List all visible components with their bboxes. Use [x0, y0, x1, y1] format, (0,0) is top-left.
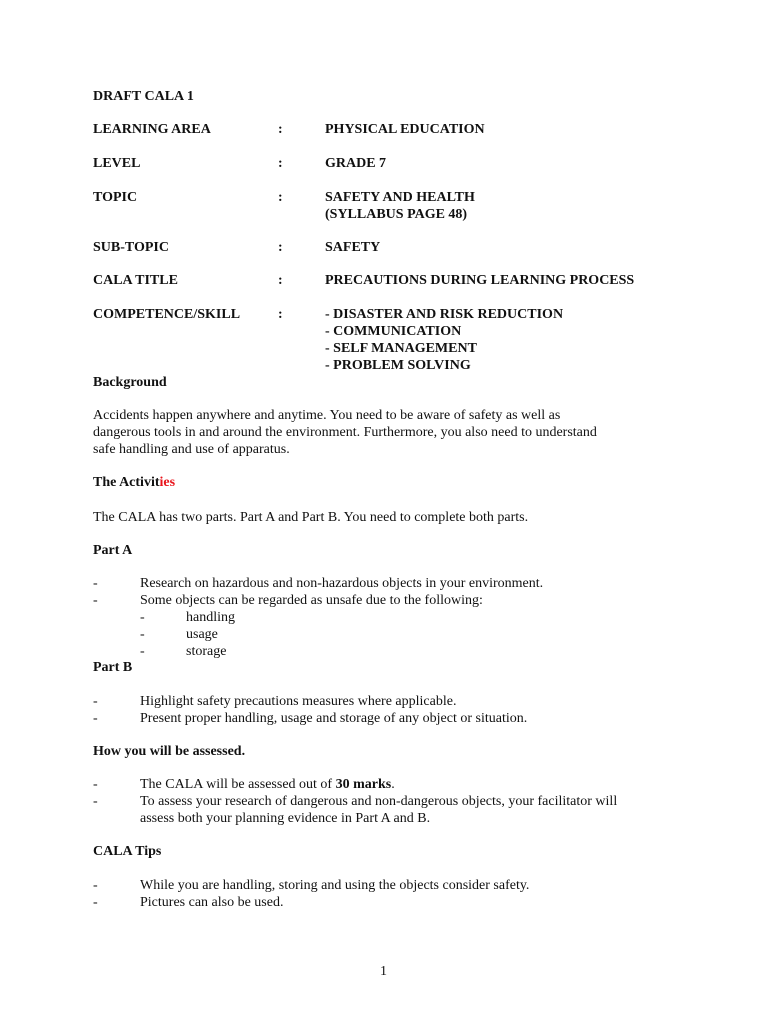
level-colon: :	[278, 156, 283, 171]
part-a-sub-bullet: handling	[186, 610, 235, 625]
competence-skill-colon: :	[278, 307, 283, 322]
bullet-dash: -	[93, 694, 98, 709]
background-heading: Background	[93, 375, 167, 390]
part-a-sub-bullet: storage	[186, 644, 227, 659]
topic-label: TOPIC	[93, 190, 138, 205]
competence-skill-item: - DISASTER AND RISK REDUCTION	[325, 307, 564, 322]
assessment-marks-suffix: .	[391, 777, 395, 792]
part-a-bullet: Research on hazardous and non-hazardous objects in your environment.	[140, 576, 544, 591]
sub-bullet-dash: -	[140, 644, 145, 659]
assessment-marks-value: 30 marks	[335, 777, 392, 792]
bullet-dash: -	[93, 878, 98, 893]
competence-skill-item: - SELF MANAGEMENT	[325, 341, 477, 356]
sub-topic-label: SUB-TOPIC	[93, 240, 169, 255]
bullet-dash: -	[93, 576, 98, 591]
bullet-dash: -	[93, 794, 98, 809]
topic-value-syllabus: (SYLLABUS PAGE 48)	[325, 207, 468, 222]
assessment-marks-prefix: The CALA will be assessed out of	[140, 777, 336, 792]
tips-heading: CALA Tips	[93, 844, 162, 859]
assessment-heading: How you will be assessed.	[93, 744, 246, 759]
tips-bullet: While you are handling, storing and using the objects consider safety.	[140, 878, 530, 893]
level-value: GRADE 7	[325, 156, 387, 171]
page-number: 1	[380, 964, 387, 979]
competence-skill-item: - COMMUNICATION	[325, 324, 462, 339]
activities-text: The CALA has two parts. Part A and Part B. You need to complete both parts.	[93, 510, 529, 525]
activities-heading-main: The Activit	[93, 475, 160, 490]
competence-skill-item: - PROBLEM SOLVING	[325, 358, 471, 373]
bullet-dash: -	[93, 895, 98, 910]
assessment-bullet-line: To assess your research of dangerous and non-dangerous objects, your facilitator will	[140, 794, 618, 809]
topic-value: SAFETY AND HEALTH	[325, 190, 475, 205]
sub-bullet-dash: -	[140, 610, 145, 625]
activities-heading-highlight: ies	[159, 475, 176, 490]
assessment-bullet-line: assess both your planning evidence in Part A and B.	[140, 811, 431, 826]
cala-title-value: PRECAUTIONS DURING LEARNING PROCESS	[325, 273, 635, 288]
part-b-bullet: Present proper handling, usage and storage of any object or situation.	[140, 711, 528, 726]
learning-area-label: LEARNING AREA	[93, 122, 211, 137]
part-a-sub-bullet: usage	[186, 627, 218, 642]
level-label: LEVEL	[93, 156, 141, 171]
bullet-dash: -	[93, 711, 98, 726]
part-a-bullet: Some objects can be regarded as unsafe due to the following:	[140, 593, 483, 608]
sub-bullet-dash: -	[140, 627, 145, 642]
bullet-dash: -	[93, 777, 98, 792]
learning-area-colon: :	[278, 122, 283, 137]
sub-topic-value: SAFETY	[325, 240, 381, 255]
background-text-line: safe handling and use of apparatus.	[93, 442, 290, 457]
background-text-line: dangerous tools in and around the environment. Furthermore, you also need to understand	[93, 425, 597, 440]
part-b-bullet: Highlight safety precautions measures where applicable.	[140, 694, 457, 709]
bullet-dash: -	[93, 593, 98, 608]
topic-colon: :	[278, 190, 283, 205]
part-b-heading: Part B	[93, 660, 133, 675]
background-text-line: Accidents happen anywhere and anytime. You need to be aware of safety as well as	[93, 408, 561, 423]
competence-skill-label: COMPETENCE/SKILL	[93, 307, 241, 322]
activities-heading	[93, 474, 175, 491]
tips-bullet: Pictures can also be used.	[140, 895, 284, 910]
cala-title-label: CALA TITLE	[93, 273, 178, 288]
learning-area-value: PHYSICAL EDUCATION	[325, 122, 485, 137]
part-a-heading: Part A	[93, 543, 133, 558]
cala-title-colon: :	[278, 273, 283, 288]
sub-topic-colon: :	[278, 240, 283, 255]
document-title: DRAFT CALA 1	[93, 89, 194, 104]
assessment-bullet-marks	[140, 776, 395, 793]
